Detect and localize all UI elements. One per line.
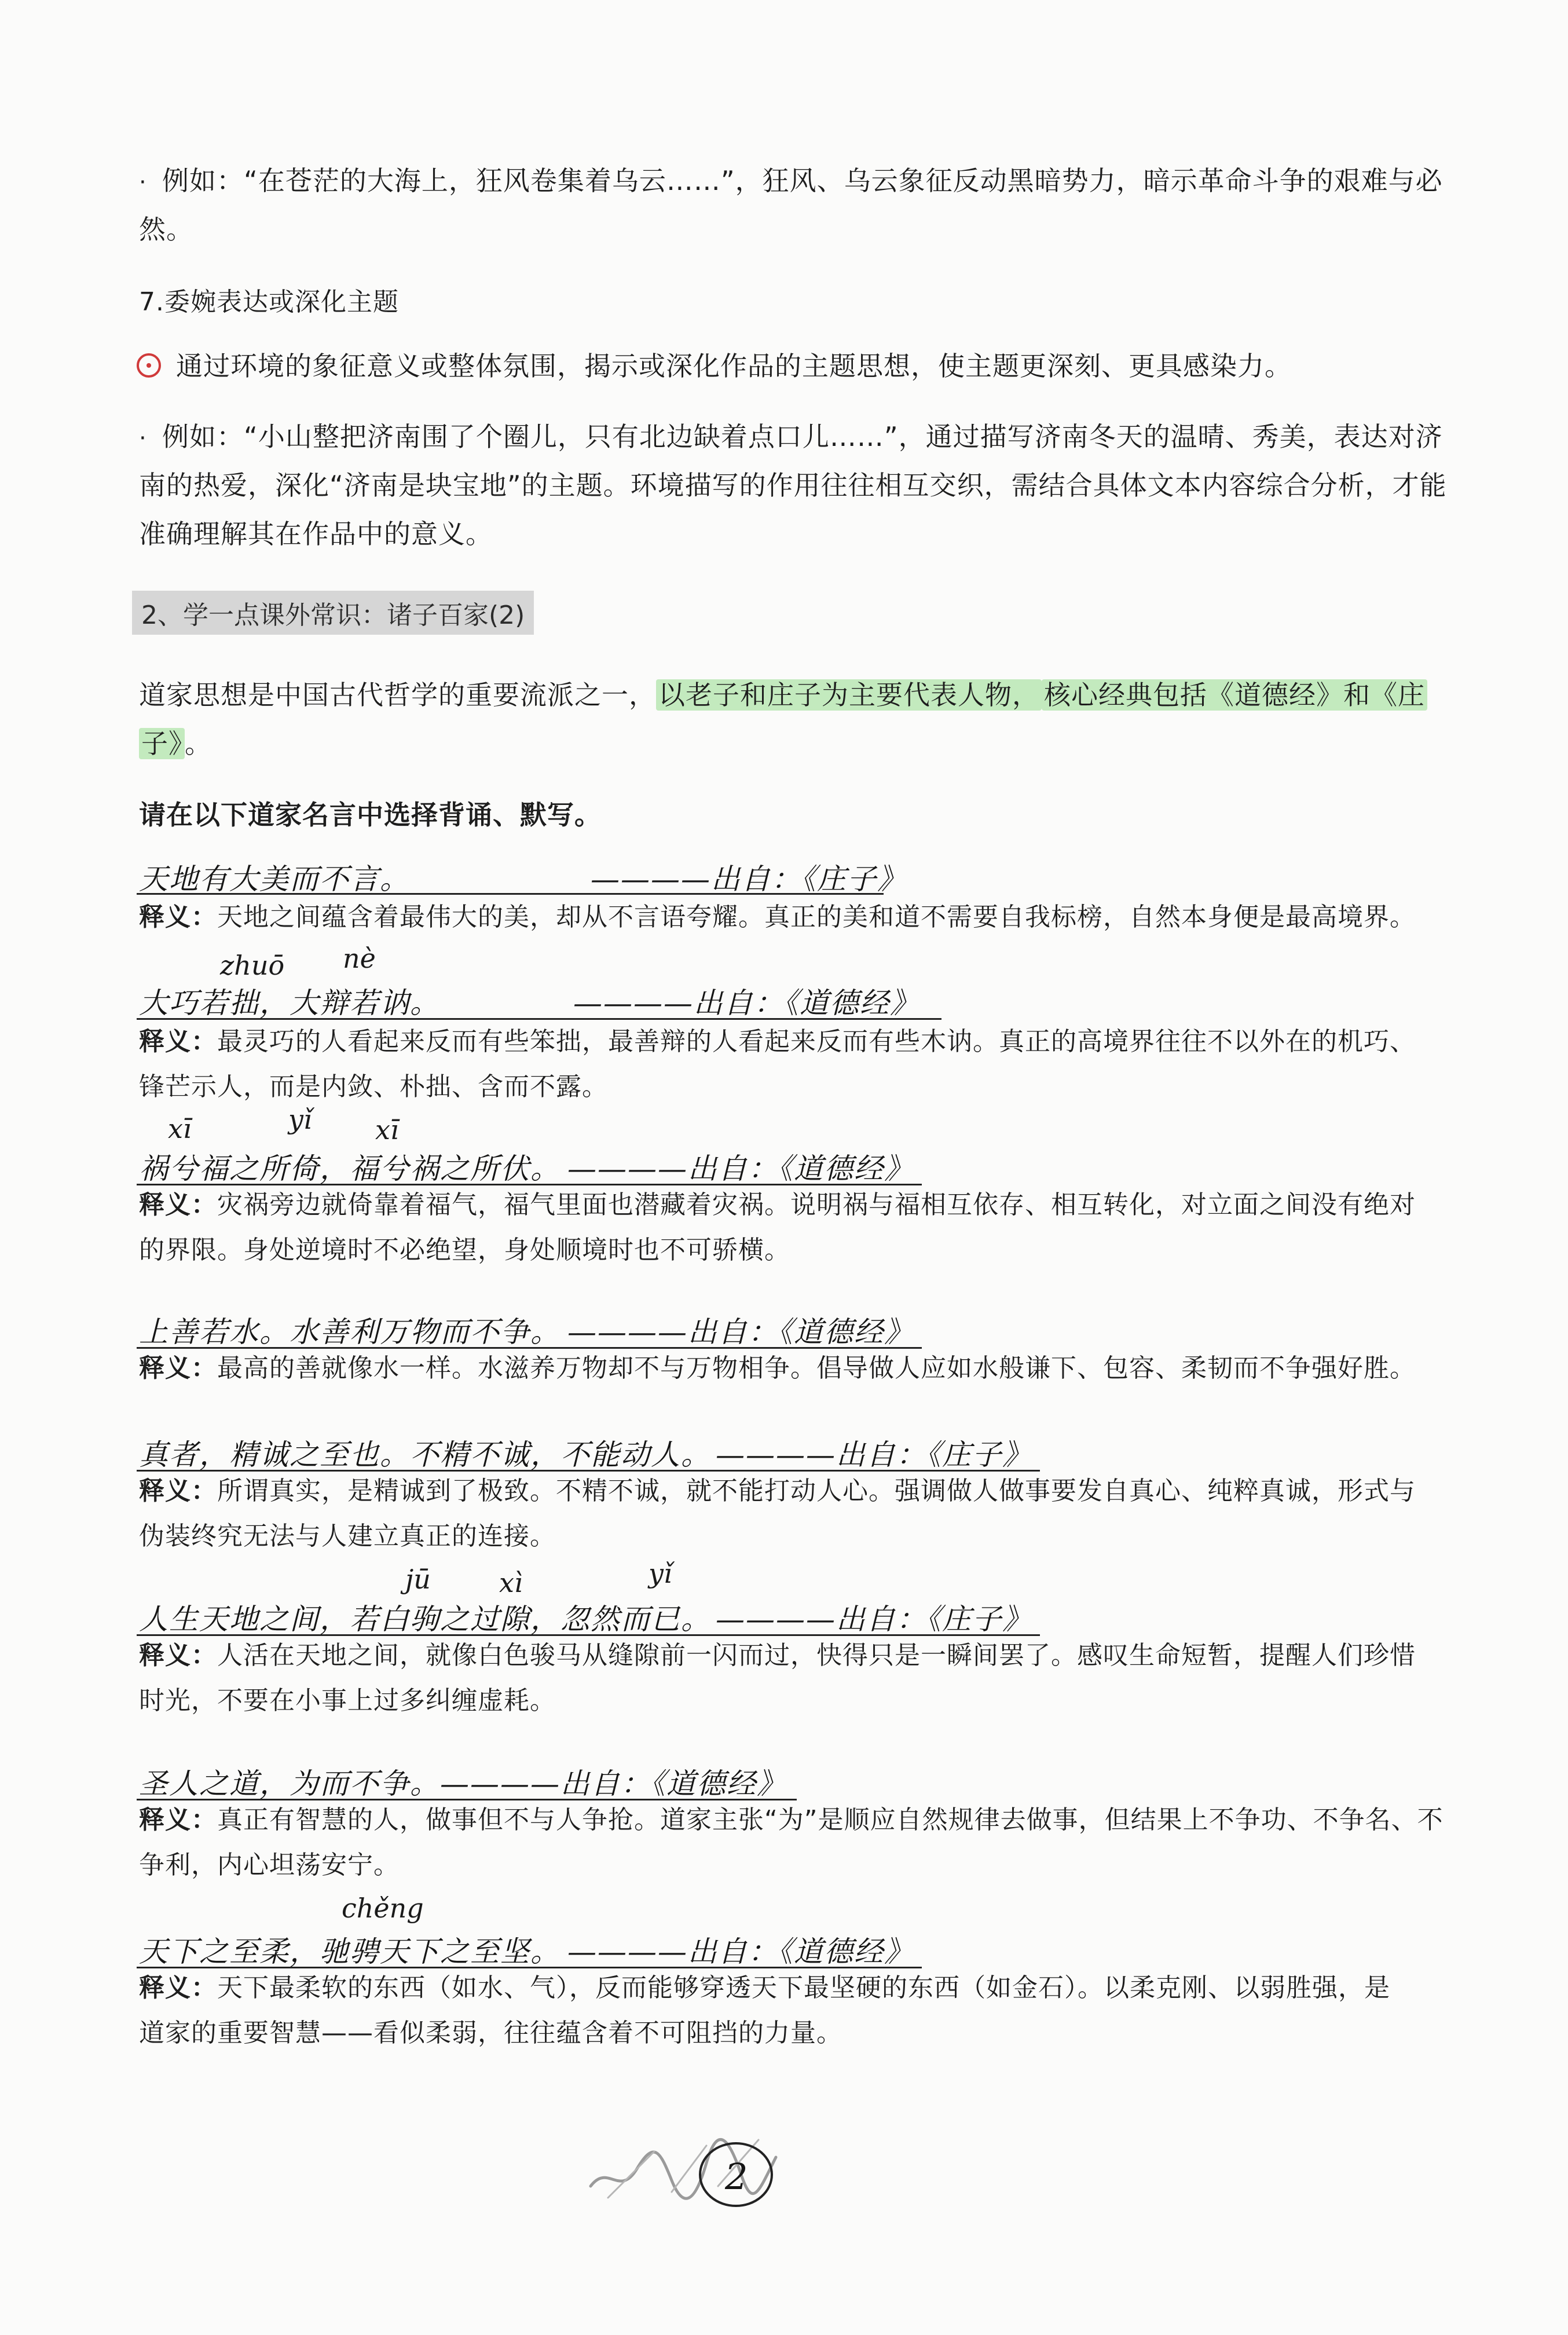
bullet: · xyxy=(139,169,147,196)
definition-label: 释义： xyxy=(139,1353,217,1383)
pinyin-cheng: chěng xyxy=(342,1893,424,1924)
example-2-text: 例如：“小山整把济南围了个圈儿，只有北边缺着点口儿……”，通过描写济南冬天的温晴、秀美，表达对济 xyxy=(162,421,1443,452)
quote-4-text: 上善若水。水善利万物而不争。 xyxy=(139,1315,560,1349)
quote-1-underline xyxy=(137,891,884,895)
definition-line: 最灵巧的人看起来反而有些笨拙，最善辩的人看起来反而有些木讷。真正的高境界往往不以外在的机巧、 xyxy=(217,1027,1416,1056)
quote-4-definition xyxy=(139,1346,1482,1391)
quote-7-definition xyxy=(139,1798,1482,1843)
definition-label: 释义： xyxy=(139,902,217,932)
pinyin-xi-2: xī xyxy=(375,1114,399,1145)
quote-1-definition xyxy=(139,895,1482,940)
intro-example-2-cont2: 准确理解其在作品中的意义。 xyxy=(139,518,493,550)
section-2-heading: 2、学一点课外常识：诸子百家(2) xyxy=(132,591,534,635)
definition-label: 释义： xyxy=(139,1805,217,1835)
highlight-1: 以老子和庄子为主要代表人物， xyxy=(656,679,1042,711)
definition-label: 释义： xyxy=(139,1190,217,1220)
quote-3-definition-cont: 的界限。身处逆境时不必绝望，身处顺境时也不可骄横。 xyxy=(139,1235,790,1265)
definition-label: 释义： xyxy=(139,1027,217,1056)
quote-2-text: 大巧若拙，大辩若讷。 xyxy=(139,986,440,1020)
pinyin-zhuo: zhuō xyxy=(220,950,285,981)
quote-8-text: 天下之至柔，驰骋天下之至坚。 xyxy=(139,1935,560,1968)
intro-example-2-cont1: 南的热爱，深化“济南是块宝地”的主题。环境描写的作用往往相互交织，需结合具体文本内容综合分析，才能 xyxy=(139,470,1447,501)
example-1-text: 例如：“在苍茫的大海上，狂风卷集着乌云……”，狂风、乌云象征反动黑暗势力，暗示革命斗争的艰难与必 xyxy=(162,165,1443,196)
definition-line: 灾祸旁边就倚靠着福气，福气里面也潜藏着灾祸。说明祸与福相互依存、相互转化，对立面之间没有绝对 xyxy=(217,1190,1416,1220)
daoism-paragraph-cont xyxy=(139,719,212,768)
quote-2-definition xyxy=(139,1019,1482,1064)
quote-5-text: 真者，精诚之至也。不精不诚，不能动人。 xyxy=(139,1438,711,1472)
paragraph-end: 。 xyxy=(185,728,212,759)
quote-2-source: ————出自：《道德经》 xyxy=(573,986,920,1020)
quote-7-source: ————出自：《道德经》 xyxy=(440,1767,787,1800)
quote-1-text: 天地有大美而不言。 xyxy=(139,862,410,896)
quote-7-text: 圣人之道，为而不争。 xyxy=(139,1767,440,1800)
pinyin-ne: nè xyxy=(343,943,376,974)
bullet: · xyxy=(139,425,147,452)
quote-8-definition-cont: 道家的重要智慧——看似柔弱，往往蕴含着不可阻挡的力量。 xyxy=(139,2018,842,2048)
definition-line: 最高的善就像水一样。水滋养万物却不与万物相争。倡导做人应如水般谦下、包容、柔韧而不争强好胜。 xyxy=(217,1353,1416,1383)
intro-example-2 xyxy=(139,412,1471,463)
quote-3-text: 祸兮福之所倚，福兮祸之所伏。 xyxy=(139,1152,560,1185)
definition-label: 释义： xyxy=(139,1641,217,1670)
intro-example-1-cont: 然。 xyxy=(139,214,193,245)
definition-label: 释义： xyxy=(139,1476,217,1506)
quote-5-definition-cont: 伪装终究无法与人建立真正的连接。 xyxy=(139,1521,556,1551)
intro-example-1 xyxy=(139,156,1471,207)
highlight-2: 核心经典包括《道德经》和《庄 xyxy=(1042,679,1427,711)
quote-8-source: ————出自：《道德经》 xyxy=(567,1935,914,1968)
quote-5-definition xyxy=(139,1469,1482,1514)
page-number: 2 xyxy=(725,2155,749,2198)
quote-8-definition xyxy=(139,1966,1482,2011)
quote-7-definition-cont: 争利，内心坦荡安宁。 xyxy=(139,1850,400,1880)
definition-line: 人活在天地之间，就像白色骏马从缝隙前一闪而过，快得只是一瞬间罢了。感叹生命短暂，提醒人们珍惜 xyxy=(217,1641,1416,1670)
daoism-paragraph xyxy=(139,671,1471,719)
red-dot-icon xyxy=(146,363,151,368)
section-7-text: 通过环境的象征意义或整体氛围，揭示或深化作品的主题思想，使主题更深刻、更具感染力。 xyxy=(176,350,1292,382)
quote-6-text: 人生天地之间，若白驹之过隙，忽然而已。 xyxy=(139,1602,711,1636)
quote-4-source: ————出自：《道德经》 xyxy=(567,1315,914,1349)
quote-1-source: ————出自：《庄子》 xyxy=(591,862,907,896)
definition-label: 释义： xyxy=(139,1973,217,2003)
pinyin-ju: jū xyxy=(405,1564,431,1595)
definition-line: 真正有智慧的人，做事但不与人争抢。道家主张“为”是顺应自然规律去做事，但结果上不争功、不争名、不 xyxy=(217,1805,1444,1835)
quote-3-definition xyxy=(139,1183,1482,1228)
quote-5-source: ————出自：《庄子》 xyxy=(716,1438,1032,1472)
pinyin-xi-3: xì xyxy=(499,1567,523,1598)
definition-line: 所谓真实，是精诚到了极致。不精不诚，就不能打动人心。强调做人做事要发自真心、纯粹真诚，形式与 xyxy=(217,1476,1416,1506)
pinyin-yi-1: yǐ xyxy=(288,1104,312,1135)
definition-line: 天下最柔软的东西（如水、气），反而能够穿透天下最坚硬的东西（如金石）。以柔克刚、以弱胜强，是 xyxy=(217,1973,1390,2003)
quote-2-definition-cont: 锋芒示人，而是内敛、朴拙、含而不露。 xyxy=(139,1072,608,1101)
instruction: 请在以下道家名言中选择背诵、默写。 xyxy=(139,799,602,830)
highlight-3: 子》 xyxy=(139,728,185,759)
definition-line: 天地之间蕴含着最伟大的美，却从不言语夸耀。真正的美和道不需要自我标榜，自然本身便是最高境界。 xyxy=(217,902,1416,932)
quote-6-definition xyxy=(139,1633,1482,1678)
section-7-title: 7.委婉表达或深化主题 xyxy=(139,287,399,317)
quote-6-source: ————出自：《庄子》 xyxy=(716,1602,1032,1636)
pinyin-xi-1: xī xyxy=(168,1113,192,1144)
paragraph-start: 道家思想是中国古代哲学的重要流派之一， xyxy=(139,679,656,711)
pinyin-yi-2: yǐ xyxy=(649,1558,672,1589)
quote-6-definition-cont: 时光，不要在小事上过多纠缠虚耗。 xyxy=(139,1686,556,1715)
quote-3-source: ————出自：《道德经》 xyxy=(567,1152,914,1185)
